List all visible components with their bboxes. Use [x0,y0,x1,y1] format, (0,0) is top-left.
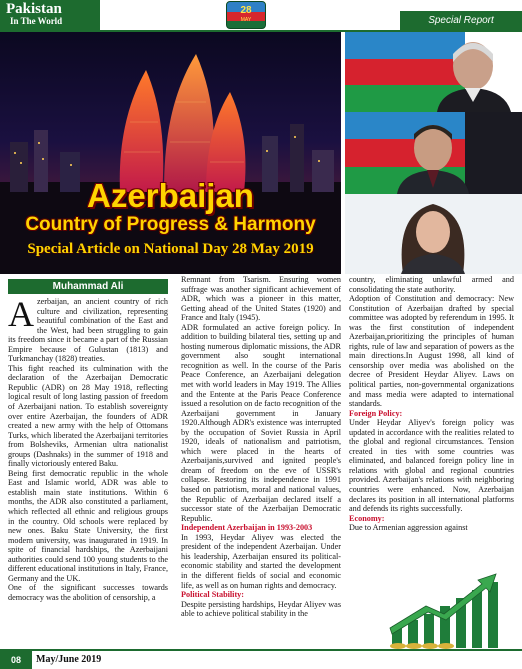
hero-tagline: Special Article on National Day 28 May 2019 [27,241,314,257]
article-column-1 [8,294,168,603]
paragraph-text: zerbaijan, an ancient country of rich culture and civilization, representing beautiful combination of the East and the West, had been struggling to gain its freedom since it became a part of the Russian Empire because of Gulustan (1813) and Turkmanchay (1828) treaties. [8,297,168,364]
paragraph: Remnant from Tsarism. Ensuring women suffrage was another significant achievement of ADR, which was a pioneer in this matter, Getting ahead of the United States (1920) and France and Italy (1945). [181,275,341,323]
paragraph: ADR formulated an active foreign policy. In addition to building bilateral ties, setting up and hosting numerous diplomatic missions, the ADR government also sought international recognition as well. In the course of the Paris Peace Conference, an Azerbaijani delegation met with world leaders in May 1919. The Allies and the Entente at the Paris Peace Conference issued a resolution on de facto recognition of the Azerbaijani government in January 1920.Although ADR's existence was interrupted by the occupation of Soviet Russia in April 1920, ideals of nationalism and patriotism, which were placed in the hearts of Azerbaijanis,survived and ignited people's dream of freedom on the eve of USSR's collapse. Restoring its independence in 1991 based on patriotism, moral and national values, the Republic of Azerbaijan declared itself a successor state of the Azerbaijan Democratic Republic. [181,322,341,523]
masthead-subtitle: In The World [10,16,63,26]
section-heading: Independent Azerbaijan in 1993-2003 [181,523,313,533]
portrait-image [345,112,522,194]
masthead-logo [0,0,100,30]
section-heading: Foreign Policy: [349,408,403,418]
paragraph: country, eliminating unlawful armed and consolidating the state authority. [349,275,514,294]
article-column-2 [181,275,341,619]
paragraph: In 1993, Heydar Aliyev was elected the president of the independent Azerbaijan. Under his leadership, Azerbaijan ensured its political-economic stability and started the development in the different fields of social and economic life, as well as on human rights and democracy. [181,532,341,590]
emblem-number: 28 [240,5,252,16]
paragraph: Despite persisting hardships, Heydar Aliyev was able to achieve political stability in the [181,599,341,619]
paragraph: Under Heydar Aliyev's foreign policy was updated in accordance with the realities related to the global and regional circumstances. Tension created in ties with some countries was eliminated, and balanced foreign policy line in relations with global and regional countries provided. Azerbaijan's relations with neighboring countries were enhanced. Now, Azerbaijan declares its position in all international platforms and defends its rights successfully. [349,418,514,514]
paragraph: Due to Armenian aggression against [349,523,468,533]
hero-banner [0,32,341,274]
national-day-emblem [226,1,266,29]
paragraph: Being first democratic republic in the whole East and Islamic world, ADR was able to establish main state institutions. Within 6 months, the ADR also constituted a parliament, which reflected all ethnic and religious groups in the country. Old schools were replaced by new ones. Baku State University, the first modern university, was inaugurated in 1919. In spite of financial hardships, the Azerbaijani authorities could send 100 young students to the different educational institutions in Italy, France, Germany and the UK. [8,468,168,583]
issue-date: May/June 2019 [36,654,102,665]
photo-leader-1 [345,32,522,112]
masthead-title: Pakistan [6,1,62,17]
growth-bar [472,590,482,648]
paragraph: One of the significant successes towards democracy was the abolition of censorship, a [8,583,168,602]
hero-subtitle: Country of Progress & Harmony [25,214,316,235]
author-byline: Muhammad Ali [8,279,168,294]
section-heading: Political Stability: [181,590,244,600]
city-skyline-image [0,32,341,274]
photo-leader-3 [345,194,522,274]
photo-leader-2 [345,112,522,194]
section-heading: Economy: [349,513,385,523]
article-column-3 [349,275,514,533]
paragraph: This fight reached its culmination with the declaration of the Azerbaijan Democratic Republic (ADR) on 28 May 1918, reflecting logical result of long lasting passion of freedom of Azerbaijani nation. To establish sovereignty over entire Azerbaijan, the founders of ADR created a new army with the help of Ottomans Turks, which liberated the Azerbaijani territories from Bolsheviks, Armenian ultra nationalist groups (Dashnaks) in the summer of 1918 and finally victoriously entered Baku. [8,363,168,469]
portrait-image [345,32,522,112]
growth-bar [424,614,434,648]
section-label: Special Report [400,11,522,30]
paragraph: Adoption of Constitution and democracy: New Constitution of Azerbaijan drafted by special committee was adopted by referendum in 1995. It was the first constitution of independent Azerbaijan,prioritizing the principles of human rights, rule of law and separation of powers as the main directions.In August 1998, all kind of censorship over media was abolished on the decree of President Heydar Aliyev. Laws on political parties, non-governmental organizations and mass media were adapted to international standards. [349,294,514,409]
hero-title: Azerbaijan [87,177,254,214]
portrait-image [345,194,522,274]
page-number: 08 [0,651,32,669]
paragraph [8,294,168,364]
drop-cap: A [8,294,34,334]
page-footer [0,649,522,669]
top-bar [0,0,522,30]
growth-arrow-illustration [386,566,522,650]
emblem-month: MAY [240,17,252,23]
